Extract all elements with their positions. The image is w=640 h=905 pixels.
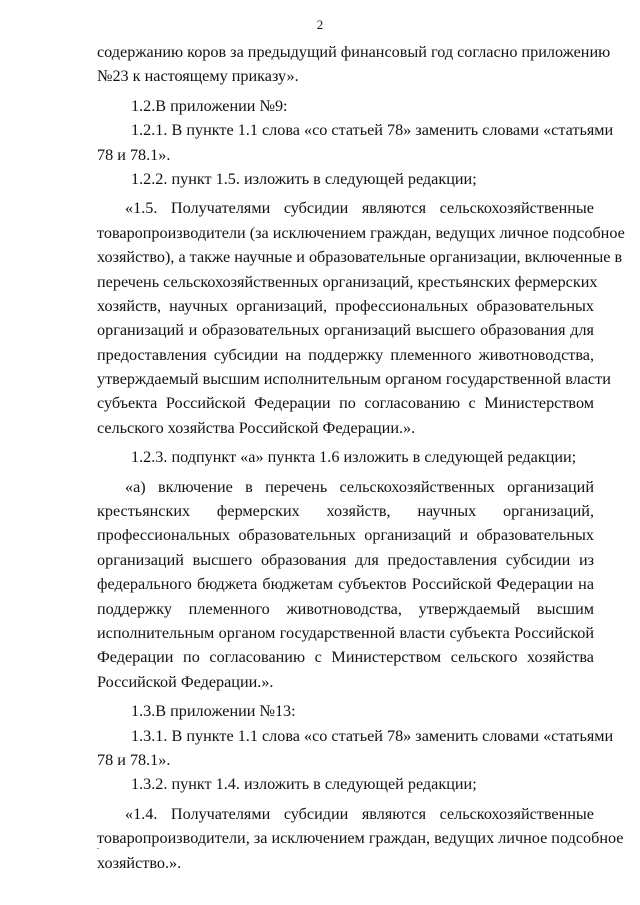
text-line: предоставления субсидии на поддержку племенного животноводства,	[97, 345, 594, 364]
text-line: «1.5. Получателями субсидии являются сельскохозяйственные	[125, 199, 594, 218]
text-line: товаропроизводители (за исключением граждан, ведущих личное подсобное	[97, 223, 625, 242]
text-line: утверждаемый высшим исполнительным органом государственной власти	[97, 370, 611, 389]
text-line: крестьянских фермерских хозяйств, научных организаций,	[97, 502, 594, 521]
text-line: Федерации по согласованию с Министерством сельского хозяйства	[97, 648, 594, 667]
section-heading: 1.3.В приложении №13:	[131, 702, 296, 721]
text-line: 1.2.3. подпункт «а» пункта 1.6 изложить в следующей редакции;	[131, 448, 577, 467]
text-line: 1.3.1. В пункте 1.1 слова «со статьей 78» заменить словами «статьями	[131, 726, 614, 745]
text-line: 78 и 78.1».	[97, 750, 171, 769]
text-line: содержанию коров за предыдущий финансовый год согласно приложению	[97, 43, 611, 61]
text-line: товаропроизводители, за исключением граждан, ведущих личное подсобное	[97, 829, 624, 848]
text-line: хозяйство), а также научные и образовательные организации, включенные в	[97, 248, 623, 267]
text-line: исполнительным органом государственной власти субъекта Российской	[97, 623, 594, 642]
text-line: 1.3.2. пункт 1.4. изложить в следующей редакции;	[131, 775, 477, 794]
page-number: 2	[316, 17, 324, 32]
document-body	[97, 40, 625, 875]
text-line: 1.2.2. пункт 1.5. изложить в следующей редакции;	[131, 169, 477, 188]
text-line: перечень сельскохозяйственных организаций, крестьянских фермерских	[97, 272, 598, 291]
text-line: профессиональных образовательных организаций и образовательных	[97, 526, 594, 545]
text-line: организаций высшего образования для предоставления субсидии из	[97, 550, 594, 569]
text-line: поддержку племенного животноводства, утверждаемый высшим	[97, 599, 594, 618]
text-line: 1.2.1. В пункте 1.1 слова «со статьей 78» заменить словами «статьями	[131, 121, 614, 140]
text-line: субъекта Российской Федерации по согласованию с Министерством	[97, 394, 594, 413]
text-line: «а) включение в перечень сельскохозяйственных организаций	[125, 477, 594, 496]
text-line: «1.4. Получателями субсидии являются сельскохозяйственные	[125, 804, 594, 823]
text-line: федерального бюджета бюджетам субъектов Российской Федерации на	[97, 575, 594, 594]
text-line: хозяйство.».	[97, 853, 182, 872]
text-line: Российской Федерации.».	[97, 672, 274, 691]
section-heading: 1.2.В приложении №9:	[131, 96, 288, 115]
scan-mark	[97, 848, 99, 849]
text-line: хозяйств, научных организаций, профессиональных образовательных	[97, 296, 594, 315]
text-line: 78 и 78.1».	[97, 145, 171, 164]
text-line: сельского хозяйства Российской Федерации.».	[97, 418, 416, 437]
text-line: №23 к настоящему приказу».	[97, 67, 299, 86]
text-line: организаций и образовательных организаций высшего образования для	[97, 321, 594, 340]
